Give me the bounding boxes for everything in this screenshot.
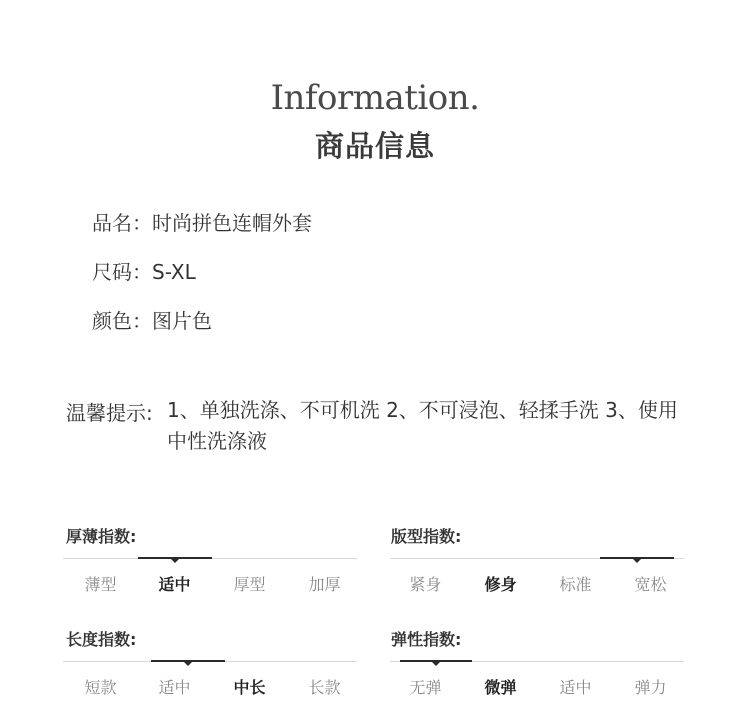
fit-option-selected: 修身 [484,575,517,594]
length-option: 长款 [308,678,341,697]
length-option: 适中 [158,678,191,697]
length-index-marker [151,660,225,662]
title-english: Information. [270,78,480,118]
tip-label: 温馨提示: [66,401,153,425]
size-label: 尺码： [92,260,152,284]
color-label: 颜色： [92,309,152,333]
thickness-option: 加厚 [308,575,341,594]
fit-option: 紧身 [409,575,442,594]
fit-option: 宽松 [634,575,667,594]
length-index-track [63,661,357,662]
elasticity-option: 适中 [559,678,592,697]
color-value: 图片色 [152,309,212,333]
length-option: 短款 [84,678,117,697]
length-index-title: 长度指数: [66,630,137,649]
elasticity-index-track [390,661,684,662]
elasticity-option-selected: 微弹 [484,678,517,697]
info-row-color [92,305,212,334]
thickness-option: 薄型 [84,575,117,594]
elasticity-option: 弹力 [634,678,667,697]
thickness-index-title: 厚薄指数: [66,527,137,546]
info-row-size [92,256,196,285]
thickness-index-track [63,558,357,559]
tip-text: 1、单独洗涤、不可机洗 2、不可浸泡、轻揉手洗 3、使用中性洗涤液 [167,398,678,453]
title-chinese: 商品信息 [314,129,435,163]
elasticity-index-marker [400,660,472,662]
elasticity-option: 无弹 [409,678,442,697]
fit-index-track [390,558,684,559]
fit-option: 标准 [559,575,592,594]
elasticity-index-title: 弹性指数: [391,630,462,649]
info-row-name [92,207,312,236]
thickness-option: 厚型 [233,575,266,594]
size-value: S-XL [152,260,196,284]
fit-index-title: 版型指数: [391,527,462,546]
name-label: 品名： [92,211,152,235]
thickness-option-selected: 适中 [158,575,191,594]
fit-index-marker [600,557,674,559]
length-option-selected: 中长 [233,678,266,697]
thickness-index-marker [138,557,212,559]
name-value: 时尚拼色连帽外套 [152,211,312,235]
